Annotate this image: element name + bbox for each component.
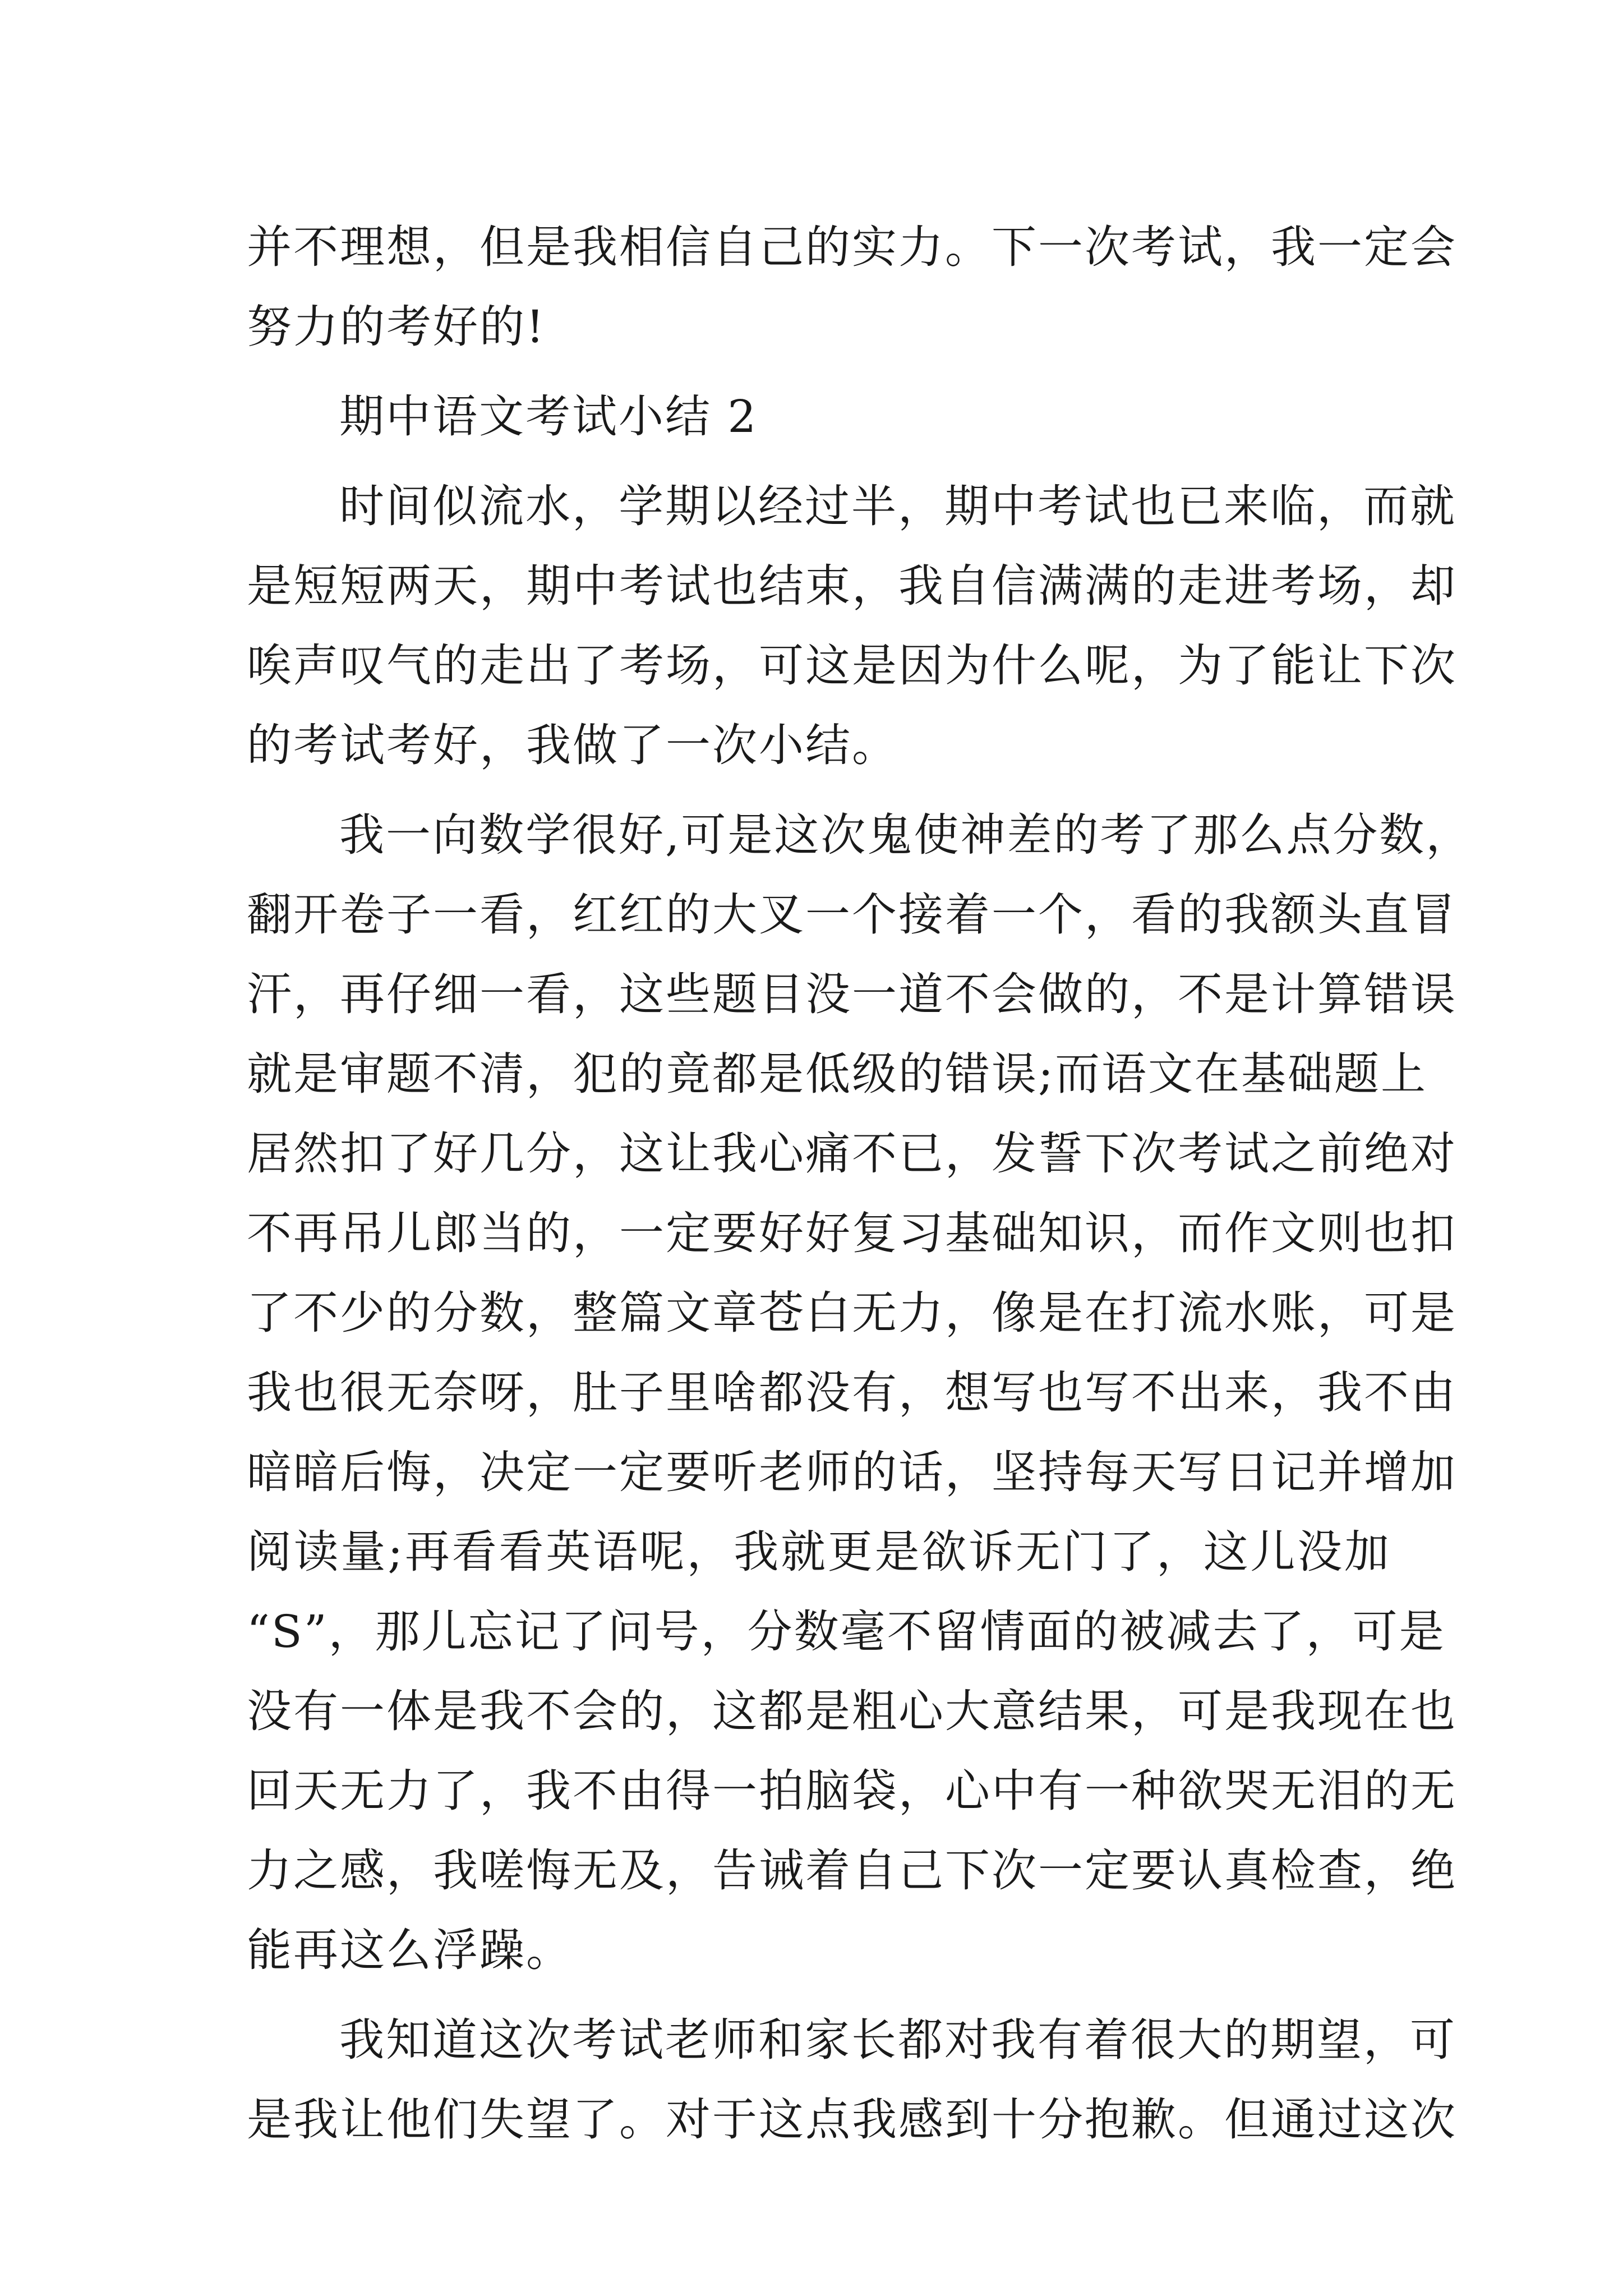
text-line: 暗暗后悔，决定一定要听老师的话，坚持每天写日记并增加 [247, 1446, 1457, 1498]
paragraph-gap [247, 367, 1391, 377]
text-line: 时间似流水，学期以经过半，期中考试也已来临，而就 [339, 480, 1456, 532]
text-line: 唉声叹气的走出了考场，可这是因为什么呢，为了能让下次 [247, 639, 1457, 692]
text-line: 是我让他们失望了。对于这点我感到十分抱歉。但通过这次 [247, 2093, 1457, 2146]
text-line: 我也很无奈呀，肚子里啥都没有，想写也写不出来，我不由 [247, 1366, 1457, 1419]
text-line: 力之感，我嗟悔无及，告诫着自己下次一定要认真检查，绝 [247, 1844, 1457, 1897]
text-line: 了不少的分数，整篇文章苍白无力，像是在打流水账，可是 [247, 1287, 1457, 1339]
text-line: 我知道这次考试老师和家长都对我有着很大的期望，可 [339, 2014, 1456, 2066]
text-line: 回天无力了，我不由得一拍脑袋，心中有一种欲哭无泪的无 [247, 1765, 1457, 1817]
text-line: 汗，再仔细一看，这些题目没一道不会做的，不是计算错误 [247, 968, 1457, 1020]
text-line: 翻开卷子一看，红红的大叉一个接着一个，看的我额头直冒 [247, 889, 1457, 941]
text-line: 没有一体是我不会的，这都是粗心大意结果，可是我现在也 [247, 1685, 1457, 1737]
text-line: 是短短两天，期中考试也结束，我自信满满的走进考场，却 [247, 560, 1457, 612]
paragraph-gap [247, 1990, 1391, 2000]
text-line: 就是审题不清，犯的竟都是低级的错误;而语文在基础题上 [247, 1048, 1427, 1100]
section-heading: 期中语文考试小结 2 [339, 390, 758, 443]
text-line: 居然扣了好几分，这让我心痛不已，发誓下次考试之前绝对 [247, 1128, 1457, 1180]
text-line: 阅读量;再看看英语呢，我就更是欲诉无门了，这儿没加 [247, 1526, 1391, 1578]
paragraph-gap [247, 785, 1391, 795]
text-line: 不再吊儿郎当的，一定要好好复习基础知识，而作文则也扣 [247, 1207, 1457, 1259]
text-line: 我一向数学很好,可是这次鬼使神差的考了那么点分数， [339, 809, 1473, 861]
text-line: 并不理想，但是我相信自己的实力。下一次考试，我一定会 [247, 221, 1457, 273]
document-body [247, 208, 1473, 2160]
text-line: 努力的考好的! [247, 301, 546, 353]
text-line: 能再这么浮躁。 [247, 1924, 573, 1976]
text-line: “S”，那儿忘记了问号，分数毫不留情面的被减去了，可是 [247, 1605, 1446, 1658]
text-line: 的考试考好，我做了一次小结。 [247, 719, 898, 771]
paragraph-gap [247, 457, 1391, 467]
